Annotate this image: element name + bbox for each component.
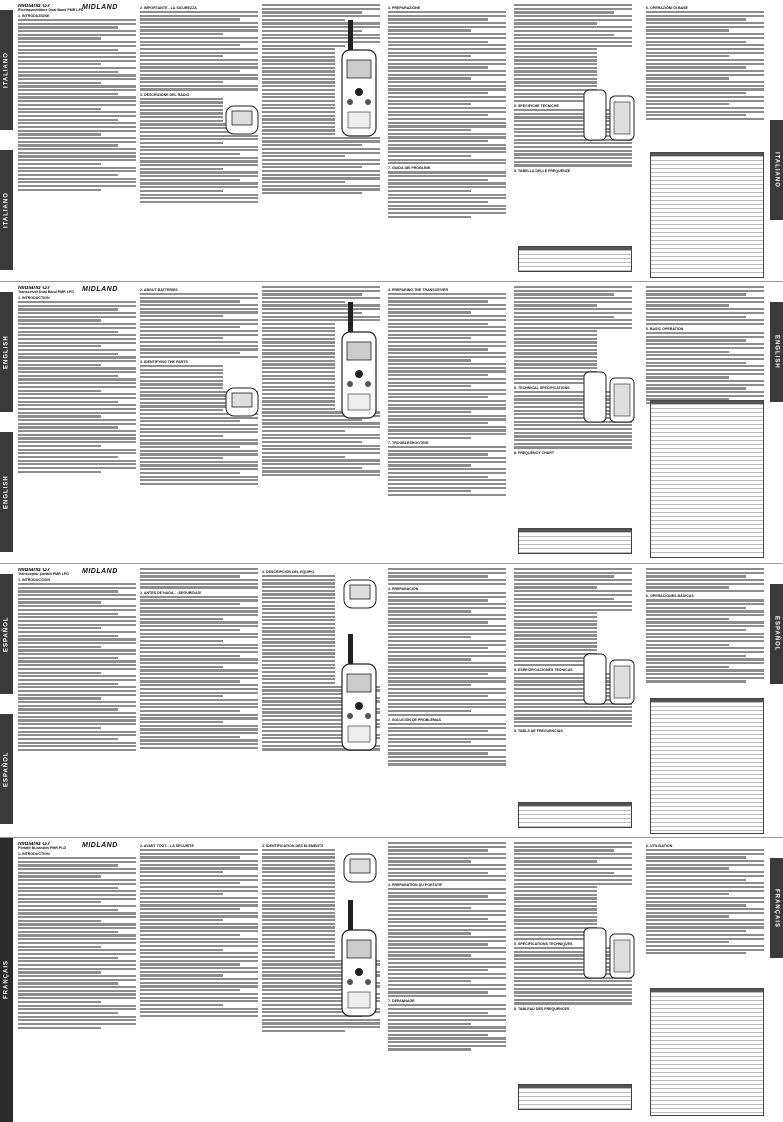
- column-preparation: [388, 842, 506, 1052]
- language-tab-right: ENGLISH: [770, 302, 783, 402]
- language-tab: ENGLISH: [0, 432, 13, 552]
- language-tab: ENGLISH: [0, 292, 13, 412]
- section-heading: 1. INTRODUCTION: [18, 852, 50, 856]
- column-intro: [18, 568, 136, 753]
- column-safety: [140, 842, 258, 1019]
- column-intro: [18, 842, 136, 1030]
- brand-title: Midland G7: [18, 842, 51, 847]
- section-heading: 8. TABLEAU DES FREQUENCES: [514, 1006, 570, 1011]
- section-heading: 3. IDENTIFICATION DES ELEMENTS: [262, 844, 324, 848]
- brand-title: Midland G7: [18, 4, 51, 9]
- midland-logo: MIDLAND: [82, 568, 118, 575]
- section-heading: 6. UTILISATION: [646, 844, 673, 848]
- column-intro: [18, 286, 136, 474]
- section-heading: 2. AVANT TOUT... LA SECURITE: [140, 844, 194, 848]
- band-spanish: [0, 564, 783, 838]
- section-heading: 7. DEPANNAGE: [388, 999, 415, 1004]
- column-preparation: [388, 286, 506, 498]
- section-heading: 4. PREPARACIÓN: [388, 586, 419, 591]
- column-intro: [18, 4, 136, 192]
- channel-table: [650, 988, 764, 1116]
- section-heading: 5. SPECIFICHE TECNICHE: [514, 104, 559, 109]
- product-subtitle: Portatif Bi-bandes PMR PLD: [18, 846, 67, 850]
- section-heading: 7. GUIDA DEI PROBLEMI: [388, 166, 431, 171]
- language-tab: ESPAÑOL: [0, 574, 13, 694]
- midland-logo: MIDLAND: [82, 286, 118, 293]
- column-preparation: [388, 4, 506, 219]
- section-heading: 8. FREQUENCY CHART: [514, 450, 555, 455]
- section-heading: 2. IMPORTANTE - LA SICUREZZA: [140, 6, 197, 10]
- midland-logo: MIDLAND: [82, 842, 118, 849]
- language-tab: FRANÇAIS: [0, 838, 13, 1122]
- column-basic-operation: [646, 568, 764, 684]
- language-tab: ITALIANO: [0, 10, 13, 130]
- language-tab-right: ESPAÑOL: [770, 584, 783, 684]
- radio-front-illustration: [336, 302, 382, 422]
- radio-clip-illustration: [578, 366, 638, 426]
- section-heading: 2. ANTES DE NADA... ¡SEGURIDAD!: [140, 590, 202, 595]
- section-heading: 8. TABELLA DELLE FREQUENZE: [514, 168, 571, 173]
- column-basic-operation: [646, 286, 764, 406]
- radio-display-illustration: [340, 574, 380, 614]
- brand-title: Midland G7: [18, 286, 51, 291]
- column-basic-operation: [646, 4, 764, 122]
- section-heading: 1. INTRODUZIONE: [18, 14, 50, 18]
- radio-front-illustration: [336, 634, 382, 754]
- section-heading: 4. PREPARAZIONE: [388, 6, 421, 10]
- language-tab-right: ITALIANO: [770, 120, 783, 220]
- section-heading: 5. TECHNICAL SPECIFICATIONS: [514, 386, 570, 391]
- radio-display-illustration: [340, 848, 380, 888]
- section-heading: 6. OPERACIONES BÁSICAS: [646, 594, 694, 599]
- frequency-table: [518, 1084, 632, 1110]
- section-heading: 3. IDENTIFYING THE PARTS: [140, 359, 188, 364]
- radio-front-illustration: [336, 900, 382, 1020]
- product-subtitle: Transceptor portátil PMR LPD: [18, 572, 69, 576]
- section-heading: 4. PREPARING THE TRANSCEIVER: [388, 288, 449, 292]
- frequency-table: [518, 246, 632, 272]
- section-heading: 3. DESCRIPCIÓN DEL EQUIPO: [262, 570, 315, 574]
- section-heading: 5. SPECIFICATIONS TECHNIQUES: [514, 942, 573, 947]
- section-heading: 7. TROUBLESHOOTING: [388, 441, 429, 445]
- brand-title: Midland G7: [18, 568, 51, 573]
- section-heading: 1. INTRODUCTION: [18, 296, 50, 300]
- language-tab: ITALIANO: [0, 150, 13, 270]
- radio-clip-illustration: [578, 648, 638, 708]
- radio-clip-illustration: [578, 84, 638, 144]
- band-english: [0, 282, 783, 564]
- section-heading: 4. PREPARATION DU PORTATIF: [388, 883, 443, 888]
- section-heading: 5. ESPECIFICACIONES TÉCNICAS: [514, 668, 573, 673]
- radio-clip-illustration: [578, 922, 638, 982]
- product-subtitle: Transceiver Dual Band PMR LPD: [18, 290, 74, 294]
- section-heading: 6. OPERAZIONI DI BASE: [646, 6, 688, 10]
- midland-logo: MIDLAND: [82, 4, 118, 11]
- frequency-table: [518, 528, 632, 554]
- section-heading: 2. ABOUT BATTERIES: [140, 288, 178, 292]
- band-french: [0, 838, 783, 1122]
- frequency-table: [518, 802, 632, 828]
- channel-table: [650, 698, 764, 834]
- section-heading: 8. TABLA DE FRECUENCIAS: [514, 728, 563, 733]
- channel-table: [650, 400, 764, 558]
- column-preparation: [388, 568, 506, 767]
- radio-display-illustration: [222, 100, 262, 140]
- channel-table: [650, 152, 764, 278]
- language-tab: ESPAÑOL: [0, 714, 13, 824]
- section-heading: 6. BASIC OPERATION: [646, 327, 684, 332]
- band-italian: [0, 0, 783, 282]
- section-heading: 3. DESCRIZIONE DEL RADIO: [140, 92, 190, 97]
- radio-display-illustration: [222, 382, 262, 422]
- column-safety: [140, 568, 258, 751]
- section-heading: 7. SOLUCIÓN DE PROBLEMAS: [388, 717, 441, 722]
- language-tab-right: FRANÇAIS: [770, 858, 783, 958]
- product-subtitle: Ricetrasmettitore Dual Band PMR LPD: [18, 8, 84, 12]
- radio-front-illustration: [336, 20, 382, 140]
- section-heading: 1. INTRODUCCIÓN: [18, 578, 50, 582]
- column-basic-operation: [646, 842, 764, 956]
